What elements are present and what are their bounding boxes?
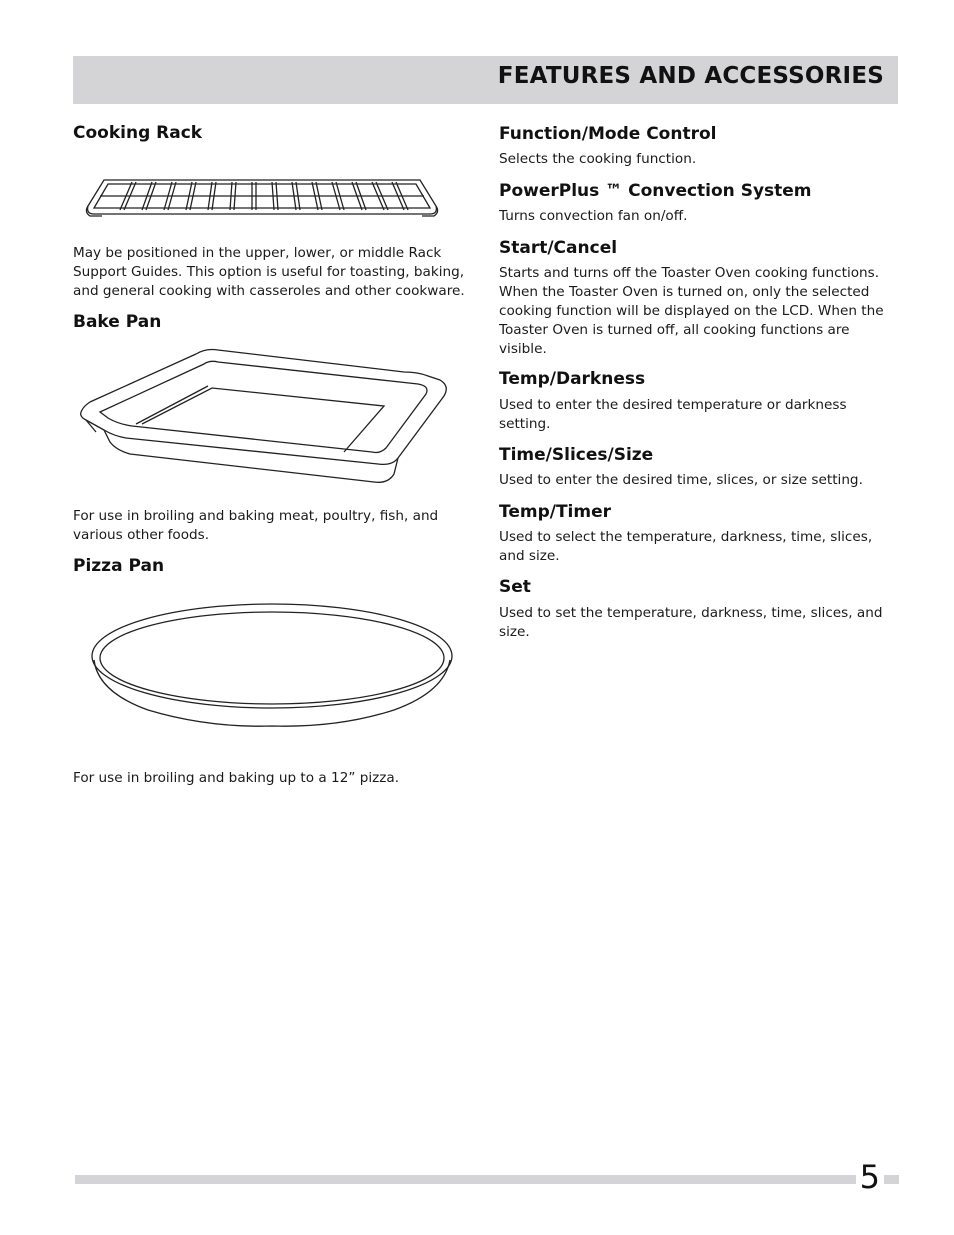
footer-bar <box>75 1175 899 1184</box>
cooking-rack-heading: Cooking Rack <box>73 123 203 143</box>
bake-pan-description: For use in broiling and baking meat, poultry, fish, and various other foods. <box>73 508 439 543</box>
pizza-pan-heading: Pizza Pan <box>73 556 165 576</box>
pizza-pan-illustration <box>88 600 456 728</box>
start-cancel-heading: Start/Cancel <box>499 238 618 258</box>
cooking-rack-section <box>73 122 473 144</box>
time-slices-size-heading: Time/Slices/Size <box>499 445 654 465</box>
function-mode-heading: Function/Mode Control <box>499 124 717 144</box>
bake-pan-illustration <box>78 346 452 486</box>
section-header-bar <box>73 56 898 104</box>
set-description: Used to set the temperature, darkness, time, slices, and size. <box>499 605 883 640</box>
page-number: 5 <box>856 1158 884 1196</box>
section-title: FEATURES AND ACCESSORIES <box>497 63 884 89</box>
function-mode-description: Selects the cooking function. <box>499 151 697 167</box>
pizza-pan-description: For use in broiling and baking up to a 12” pizza. <box>73 770 400 786</box>
cooking-rack-description: May be positioned in the upper, lower, or middle Rack Support Guides. This option is useful for toasting, baking, and general cooking with casseroles and other cookware. <box>73 245 465 299</box>
bake-pan-heading: Bake Pan <box>73 312 162 332</box>
time-slices-size-description: Used to enter the desired time, slices, or size setting. <box>499 472 863 488</box>
set-heading: Set <box>499 577 531 597</box>
cooking-rack-illustration <box>82 172 442 220</box>
temp-timer-heading: Temp/Timer <box>499 502 612 522</box>
start-cancel-description: Starts and turns off the Toaster Oven cooking functions. When the Toaster Oven is turned on, only the selected cooking function will be displayed on the LCD. When the Toaster Oven is turned off, all cooking functions are visible. <box>499 265 884 357</box>
temp-darkness-heading: Temp/Darkness <box>499 369 646 389</box>
powerplus-heading: PowerPlus ™ Convection System <box>499 181 812 201</box>
powerplus-description: Turns convection fan on/off. <box>499 208 688 224</box>
temp-darkness-description: Used to enter the desired temperature or darkness setting. <box>499 397 847 432</box>
temp-timer-description: Used to select the temperature, darkness, time, slices, and size. <box>499 529 873 564</box>
